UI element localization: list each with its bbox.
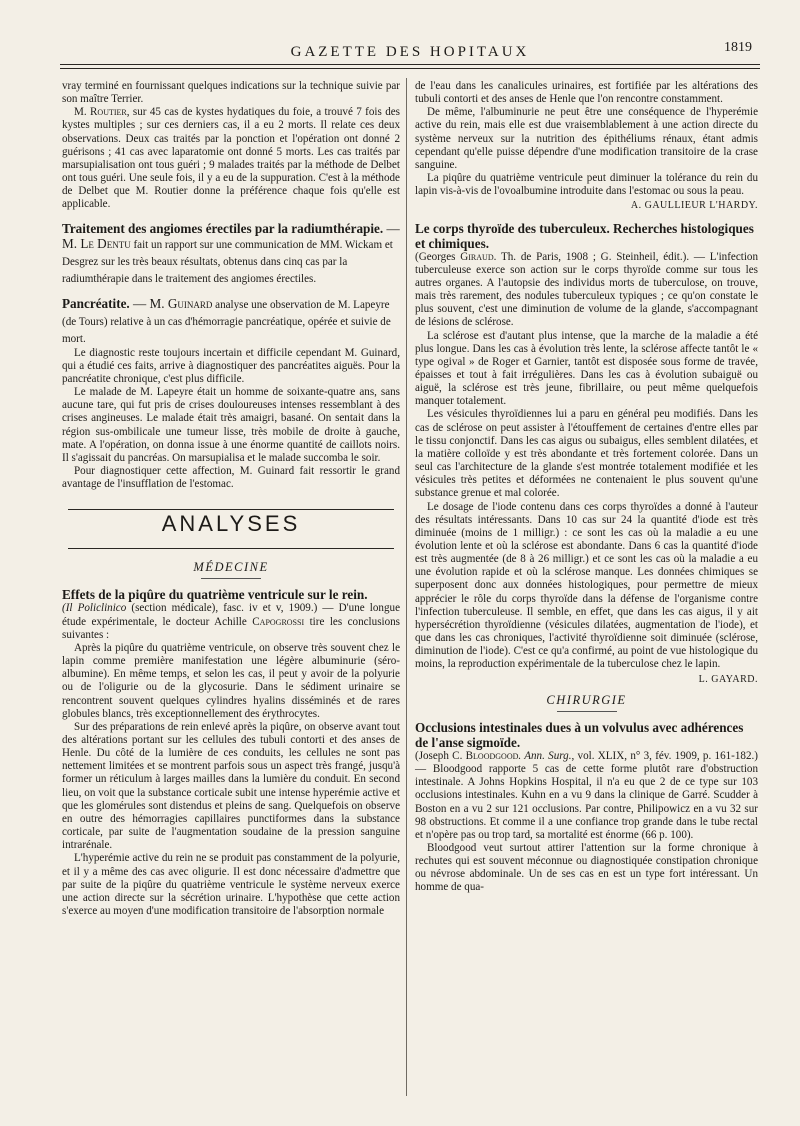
rubric-title: MÉDECINE	[193, 560, 269, 575]
left-column	[62, 80, 400, 918]
author-name: Giraud	[460, 250, 494, 263]
right-column	[415, 80, 758, 895]
paragraph: Pour diagnostiquer cette affection, M. Guinard fait ressortir le grand avantage de l'insufflation de l'estomac.	[62, 464, 400, 491]
paragraph: Les vésicules thyroïdiennes lui a paru en général peu modifiés. Dans les cas de sclérose on peut assister à l'étouffement de certaines d'entre elles par le tissu conjonctif. Dans les cas aigus ou subaigus, elles semblent dilatées, et la matière colloïde y est très abondante et très fortement colorée. Dans un seul cas l'architecture de la glande s'est montrée totalement modifiée et les vésicules très petites et déformées ne contenaient le plus souvent qu'une substance grenue et mal colorée.	[415, 408, 758, 500]
paragraph: La piqûre du quatrième ventricule peut diminuer la tolérance du rein du lapin vis-à-vis de l'ovoalbumine introduite dans l'estomac ou sous la peau.	[415, 172, 758, 198]
paragraph: Bloodgood veut surtout attirer l'attention sur la forme chronique à rechutes qui est souvent méconnue ou diagnostiquée constipation chronique ou névrose abdominale. Un de ses cas en est un type fort intéressant. Un homme de qua-	[415, 841, 758, 894]
author-name: Bloodgood	[465, 749, 519, 762]
signature: L. GAYARD.	[698, 673, 758, 685]
paragraph: Le dosage de l'iode contenu dans ces corps thyroïdes a donné à l'auteur des résultats intéressants. Dans 10 cas sur 24 la quantité d'iode est très diminuée (moins de 1 milligr.) : ce sont les cas où la maladie a eu une évolution lente et où la sclérose est abondante. Dans 6 cas la quantité d'iode est très augmentée (de 8 à 26 milligr.) et ce sont les cas où la maladie a eu une évolution rapide et où la sclérose manque. Les données chimiques se superposent donc aux données histologiques, pour permettre de mieux apprécier le rôle du corps thyroïde dans la défense de l'organisme contre l'infection tuberculeuse. Il semble, en effet, que dans les cas aigus, il y ait hypersécrétion thyroïdienne (vésicules dilatées, augmentation de l'iode), et que dans les cas chroniques, l'activité thyroïdienne soit diminuée (sclérose, diminution de l'iode). C'est ce qu'a confirmé, au point de vue histologique du moins, la reproduction expérimentale de la tuberculose chez le lapin.	[415, 500, 758, 671]
rubric-rule	[557, 711, 617, 712]
author-name: Capogrossi	[252, 615, 305, 628]
author-name: M. Routier	[74, 106, 127, 119]
article-title: Occlusions intestinales dues à un volvulus avec adhérences de l'anse sigmoïde.	[415, 719, 744, 750]
paragraph: vray terminé en fournissant quelques indications sur la technique suivie par son maître Terrier.	[62, 80, 400, 106]
paragraph: M. Routier, sur 45 cas de kystes hydatiques du foie, a trouvé 7 fois des kystes multiples ; sur ces derniers cas, il a eu 2 morts. Il relate ces deux observations. Deux cas traités par la ponction et l'opération ont donné 2 guérisons ; 41 cas avec laparatomie ont donné 5 morts. Les cas traités par marsupialisation ont tous guéri ; 9 malades traités par la méthode de Delbet ont tous guéri. Une seule fois, il y a eu de la suppuration. C'est à la méthode de Delbet que M. Routier donne la préférence chaque fois qu'elle est applicable.	[62, 106, 401, 211]
header-rule	[60, 64, 760, 65]
paragraph: De même, l'albuminurie ne peut être une conséquence de l'hyperémie active du rein, mais elle est due vraisemblablement à une action directe du système nerveux sur la nutrition des épithéliums rénaux, étant admis cependant qu'elle puisse dépendre d'une modification transitoire de la crase sanguine.	[415, 106, 758, 171]
paragraph: L'hyperémie active du rein ne se produit pas constamment de la polyurie, et il y a même des cas avec oligurie. Il est donc nécessaire d'admettre que par suite de la piqûre du quatrième ventricule le système nerveux exerce une action directe sur la sécrétion urinaire. L'hypothèse que cette action s'exerce au moyen d'une modification transitoire de l'absorption normale	[62, 852, 400, 918]
section-banner	[68, 509, 394, 549]
article-title: Le corps thyroïde des tuberculeux. Recherches histologiques et chimiques.	[415, 220, 754, 251]
article-source: (Georges Giraud. Th. de Paris, 1908 ; G. Steinheil, édit.). — L'infection tuberculeuse exerce son action sur le corps thyroïde comme sur tous les autres organes. A l'autopsie des individus morts de tuberculose, on trouve, mais très rarement, des nodules tuberculeux typiques ; ce qu'on constate le plus souvent, c'est une diminution de volume de la glande, s'accompagnant de lésions de sclérose.	[415, 250, 759, 329]
author-name: Le Dentu	[80, 235, 131, 251]
paragraph: Sur des préparations de rein enlevé après la piqûre, on observe avant tout des altérations portant sur les cellules des tubuli contorti et des anses de Henle. Du côté de la lumière de ces conduits, les cellules ne sont pas nettement limitées et se montrent parfois sous un aspect très frangé, jusqu'à former un réticulum à larges mailles dans la lumière du conduit. En second lieu, on voit que la substance corticale subit une intense hyperémie active et que les glomérules sont distendus et pleins de sang. Quelquefois on observe en outre des hémorragies capillaires punctiformes dans la substance corticale, par suite de l'augmentation soudaine de la pression sanguine intrarénale.	[62, 720, 400, 852]
paragraph: Le diagnostic reste toujours incertain et difficile cependant M. Guinard, qui a étudié ces faits, arrive à diagnostiquer des pancréatites aiguës. Pour la pancréatite chronique, c'est plus difficile.	[62, 346, 400, 385]
article-source: (Il Policlinico (section médicale), fasc. iv et v, 1909.) — D'une longue étude expérimentale, le docteur Achille Capogrossi tire les conclusions suivantes :	[62, 602, 401, 641]
author-name: Guinard	[167, 295, 213, 311]
section-title: ANALYSES	[161, 511, 301, 537]
article-source: (Joseph C. Bloodgood. Ann. Surg., vol. XLIX, n° 3, fév. 1909, p. 161-182.) — Bloodgood rapporte 5 cas de cette forme plutôt rare d'obstruction intestinale. A Johns Hopkins Hospital, il n'a eu que 2 de ce type sur 103 occlusions intestinales. Kuhn en a vu 9 dans la clinique de Garré. Scudder à Boston en a vu 2 sur 121 occlusions. Par contre, Philipowicz en a vu 32 sur 98 obstructions. Et comme il a une confiance trop grande dans le tube rectal et n'opère pas ou trop tard, sa mortalité est énorme (66 p. 100).	[415, 749, 758, 841]
column-divider	[406, 78, 407, 1096]
report-heading: Pancréatite. — M. Guinard analyse une observation de M. Lapeyre (de Tours) relative à un cas d'hémorragie pancréatique, opérée et suivie de mort.	[62, 295, 391, 345]
paragraph: de l'eau dans les canalicules urinaires, est fortifiée par les altérations des tubuli contorti et des anses de Henle que l'on rencontre constamment.	[415, 80, 758, 106]
paragraph: Le malade de M. Lapeyre était un homme de soixante-quatre ans, sans aucune tare, qui fut pris de crises douloureuses intenses ressemblant à des crises angineuses. Le malade était très amaigri, basané. On sentait dans la région sus-ombilicale une tumeur lisse, très mobile de droite à gauche, mate. A l'opération, on donna issue à une énorme quantité de caillots noirs. Il s'agissait du pancréas. On marsupialisa et le malade succomba le soir.	[62, 386, 400, 464]
signature: A. GAULLIEUR L'HARDY.	[630, 200, 758, 212]
rubric-rule	[201, 578, 261, 579]
page-number: 1819	[724, 40, 752, 55]
report-heading: Traitement des angiomes érectiles par la radiumthérapie. — M. Le Dentu fait un rapport sur une communication de MM. Wickam et Desgrez sur les très beaux résultats, obtenus dans cinq cas par la radiumthérapie dans le traitement des angiomes érectiles.	[62, 220, 400, 285]
paragraph: La sclérose est d'autant plus intense, que la marche de la maladie a été plus longue. Dans les cas à évolution très lente, la sclérose affecte tantôt le « type ogival » de Roger et Garnier, tantôt est disposée sous forme de travée, épaisses et tout à fait irrégulières. Dans les cas à évolution subaiguë ou aiguë, la sclérose est très jeune, fibrillaire, ou peut même quelquefois manquer totalement.	[415, 329, 758, 408]
article-title: Effets de la piqûre du quatrième ventricule sur le rein.	[62, 587, 368, 603]
rubric-title: CHIRURGIE	[546, 692, 627, 707]
paragraph: Après la piqûre du quatrième ventricule, on observe très souvent chez le lapin comme première manifestation une légère albuminurie (séro-albumine). En même temps, et selon les cas, il peut y avoir de la polyurie ou de l'oligurie ou de la glycosurie. Dans le sédiment urinaire se rencontrent souvent quelques cylindres hyalins disséminés et de rares globules blancs, très exceptionnellement des érythrocytes.	[62, 641, 400, 720]
journal-title: GAZETTE DES HOPITAUX	[290, 44, 530, 60]
header-rule-thin	[60, 68, 760, 69]
